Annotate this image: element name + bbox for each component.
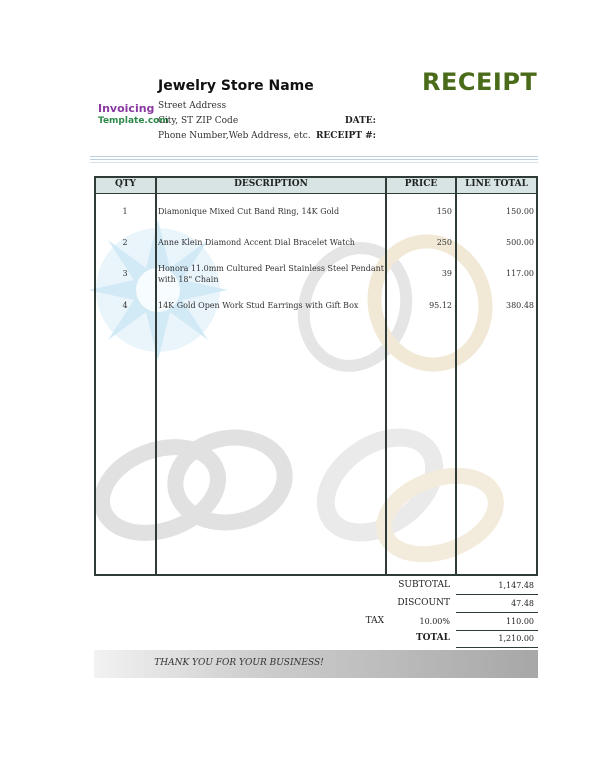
row-price: 150	[436, 207, 452, 216]
row-description: Anne Klein Diamond Accent Dial Bracelet Watch	[158, 238, 355, 247]
column-divider	[455, 176, 457, 576]
row-line-total: 380.48	[506, 301, 534, 310]
receipt-number-label: RECEIPT #:	[315, 131, 376, 141]
street-address: Street Address	[158, 101, 227, 111]
receipt-title: RECEIPT	[422, 68, 538, 96]
row-price: 39	[441, 269, 452, 278]
totals-divider	[456, 630, 538, 631]
totals-divider	[456, 647, 538, 648]
column-header-qty: QTY	[115, 179, 136, 189]
total-label: TOTAL	[415, 633, 450, 643]
header-separator	[90, 156, 538, 160]
date-label: DATE:	[344, 116, 376, 126]
logo-line-2: Template.com	[98, 116, 169, 126]
row-price: 250	[436, 238, 452, 247]
column-header-line-total: LINE TOTAL	[465, 179, 528, 189]
tax-rate: 10.00%	[419, 617, 450, 626]
row-qty: 3	[122, 269, 128, 278]
logo-line-1: Invoicing	[98, 102, 155, 115]
header-separator-thin	[90, 162, 538, 163]
row-line-total: 150.00	[506, 207, 534, 216]
city-zip: City, ST ZIP Code	[158, 116, 239, 126]
row-line-total: 117.00	[506, 269, 534, 278]
tax-label: TAX	[365, 616, 384, 626]
total-value: 1,210.00	[498, 634, 534, 643]
thank-you-message: THANK YOU FOR YOUR BUSINESS!	[154, 658, 324, 668]
subtotal-label: SUBTOTAL	[398, 580, 450, 590]
column-header-description: DESCRIPTION	[234, 179, 308, 189]
store-name: Jewelry Store Name	[158, 78, 314, 94]
totals-divider	[456, 612, 538, 613]
discount-value: 47.48	[511, 599, 534, 608]
row-description: Diamonique Mixed Cut Band Ring, 14K Gold	[158, 207, 340, 216]
subtotal-value: 1,147.48	[498, 581, 534, 590]
row-description: Honora 11.0mm Cultured Pearl Stainless Steel Pendant with 18" Chain	[158, 264, 384, 284]
row-description: 14K Gold Open Work Stud Earrings with Gift Box	[158, 301, 359, 310]
row-qty: 1	[122, 207, 128, 216]
row-price: 95.12	[429, 301, 452, 310]
row-qty: 4	[122, 301, 128, 310]
row-line-total: 500.00	[506, 238, 534, 247]
items-table	[94, 176, 538, 576]
column-divider	[385, 176, 387, 576]
tax-value: 110.00	[506, 617, 534, 626]
column-header-price: PRICE	[404, 179, 438, 189]
discount-label: DISCOUNT	[397, 598, 450, 608]
phone-web: Phone Number,Web Address, etc.	[158, 131, 311, 141]
row-qty: 2	[122, 238, 128, 247]
totals-divider	[456, 594, 538, 595]
column-divider	[155, 176, 157, 576]
